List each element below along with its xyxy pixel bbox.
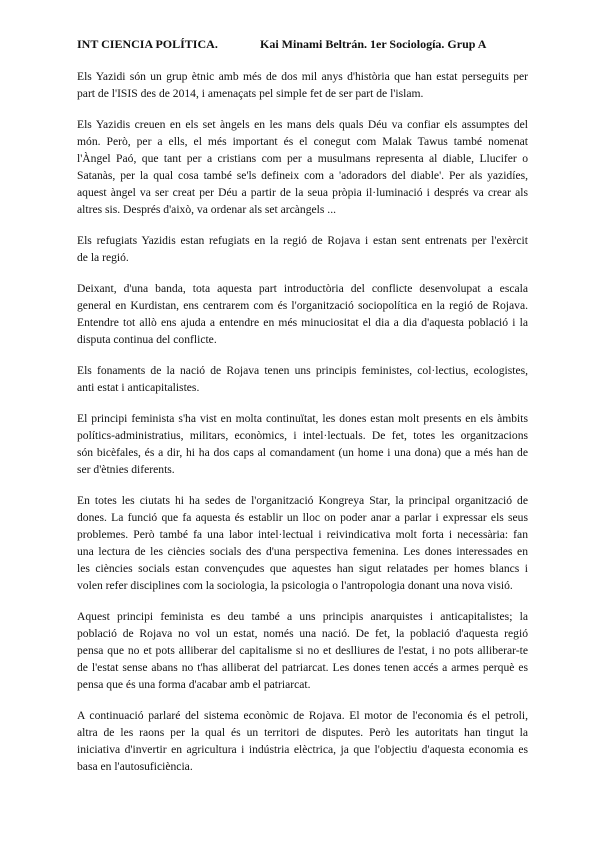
text-line: una lectura de les ciències socials des d'una perspectiva femenina. Les dones interessades en (77, 545, 528, 558)
text-line: Els fonaments de la nació de Rojava tenen uns principis feministes, col·lectius, ecologistes, (77, 364, 528, 377)
text-line: pensa que no et pots alliberar del capitalisme si no et deslliures de l'estat, i no pots alliberar-te (77, 644, 528, 657)
text-line: són bicèfales, és a dir, hi ha dos caps al comandament (un home i una dona) que a més han de (77, 446, 528, 459)
text-line: anti estat i anticapitalistes. (77, 381, 200, 394)
course-title: INT CIENCIA POLÍTICA. (77, 37, 218, 51)
text-line: part de l'ISIS des de 2014, i amenaçats pel simple fet de ser part de l'islam. (77, 87, 424, 100)
paragraph (77, 280, 528, 348)
text-line: Els Yazidi són un grup ètnic amb més de dos mil anys d'història que han estat perseguits per (77, 70, 528, 83)
text-line: altra de les raons per la qual és un territori de disputes. Però les autoritats han tingut la (77, 726, 528, 739)
text-line: iniciativa d'invertir en agricultura i indústria elèctrica, ja que l'objectiu d'aquesta economia es (77, 743, 528, 756)
paragraph (77, 707, 528, 775)
text-line: món. Però, per a ells, el més important és el conegut com Malak Tawus també nomenat (77, 135, 528, 148)
text-line: Aquest principi feminista es deu també a uns principis anarquistes i anticapitalistes; la (77, 610, 528, 623)
text-line: El principi feminista s'ha vist en molta continuïtat, les dones estan molt presents en els àmbits (77, 412, 528, 425)
text-line: l'Àngel Paó, que tant per a cristians com per a musulmans representa al diable, Llucifer o (77, 152, 528, 165)
text-line: A continuació parlaré del sistema econòmic de Rojava. El motor de l'economia és el petroli, (77, 709, 528, 722)
document-page (77, 37, 528, 789)
paragraph (77, 362, 528, 396)
text-line: basa en l'autosuficiència. (77, 760, 193, 773)
text-line: disputa continua del conflicte. (77, 333, 217, 346)
text-line: Els Yazidis creuen en els set àngels en les mans dels quals Déu va confiar els assumptes del (77, 118, 528, 131)
paragraph (77, 608, 528, 693)
text-line: polítics-administratius, militars, econòmics, i intel·lectuals. De fet, totes les organitzacions (77, 429, 528, 442)
paragraph (77, 492, 528, 594)
text-line: aquest àngel va ser creat per Déu a partir de la seua pròpia il·luminació i després va crear als (77, 186, 528, 199)
text-line: de la regió. (77, 251, 129, 264)
paragraph (77, 232, 528, 266)
text-line: població de Rojava no vol un estat, només una nació. De fet, la població d'aquesta regió (77, 627, 528, 640)
document-body (77, 68, 528, 775)
text-line: les ciències socials estan convençudes que aquestes han sigut relatades per homes blancs i (77, 562, 528, 575)
paragraph (77, 116, 528, 218)
text-line: problemes. Però també fa una labor intel·lectual i reivindicativa molt forta i necessària: fan (77, 528, 528, 541)
text-line: de l'estat sense abans no t'has alliberat del patriarcat. Les dones tenen accés a armes perquè es (77, 661, 528, 674)
text-line: altres sis. Després d'això, va ordenar als set arcàngels ... (77, 203, 336, 216)
text-line: Deixant, d'una banda, tota aquesta part introductòria del conflicte desenvolupat a escala (77, 282, 528, 295)
text-line: En totes les ciutats hi ha sedes de l'organització Kongreya Star, la principal organització de (77, 494, 528, 507)
text-line: pensa que és una forma d'acabar amb el patriarcat. (77, 678, 311, 691)
author-info: Kai Minami Beltrán. 1er Sociología. Grup A (260, 37, 487, 51)
text-line: Els refugiats Yazidis estan refugiats en la regió de Rojava i estan sent entrenats per l'exèrcit (77, 234, 528, 247)
text-line: Entendre tot allò ens ajuda a entendre en més minuciositat el dia a dia d'aquesta població i la (77, 316, 528, 329)
text-line: volen refer disciplines com la sociologia, la psicologia o l'antropologia donant una nova visió. (77, 579, 513, 592)
text-line: Satanàs, per la qual cosa també se'ls defineix com a 'adoradors del diable'. Per als yazidíes, (77, 169, 528, 182)
paragraph (77, 68, 528, 102)
text-line: ser d'ètnies diferents. (77, 463, 175, 476)
text-line: general en Kurdistan, ens centrarem com és l'organització sociopolítica en la regió de Rojava. (77, 299, 528, 312)
text-line: dones. La funció que fa aquesta és establir un lloc on poder anar a parlar i expressar els seus (77, 511, 528, 524)
document-header (77, 37, 528, 53)
paragraph (77, 410, 528, 478)
